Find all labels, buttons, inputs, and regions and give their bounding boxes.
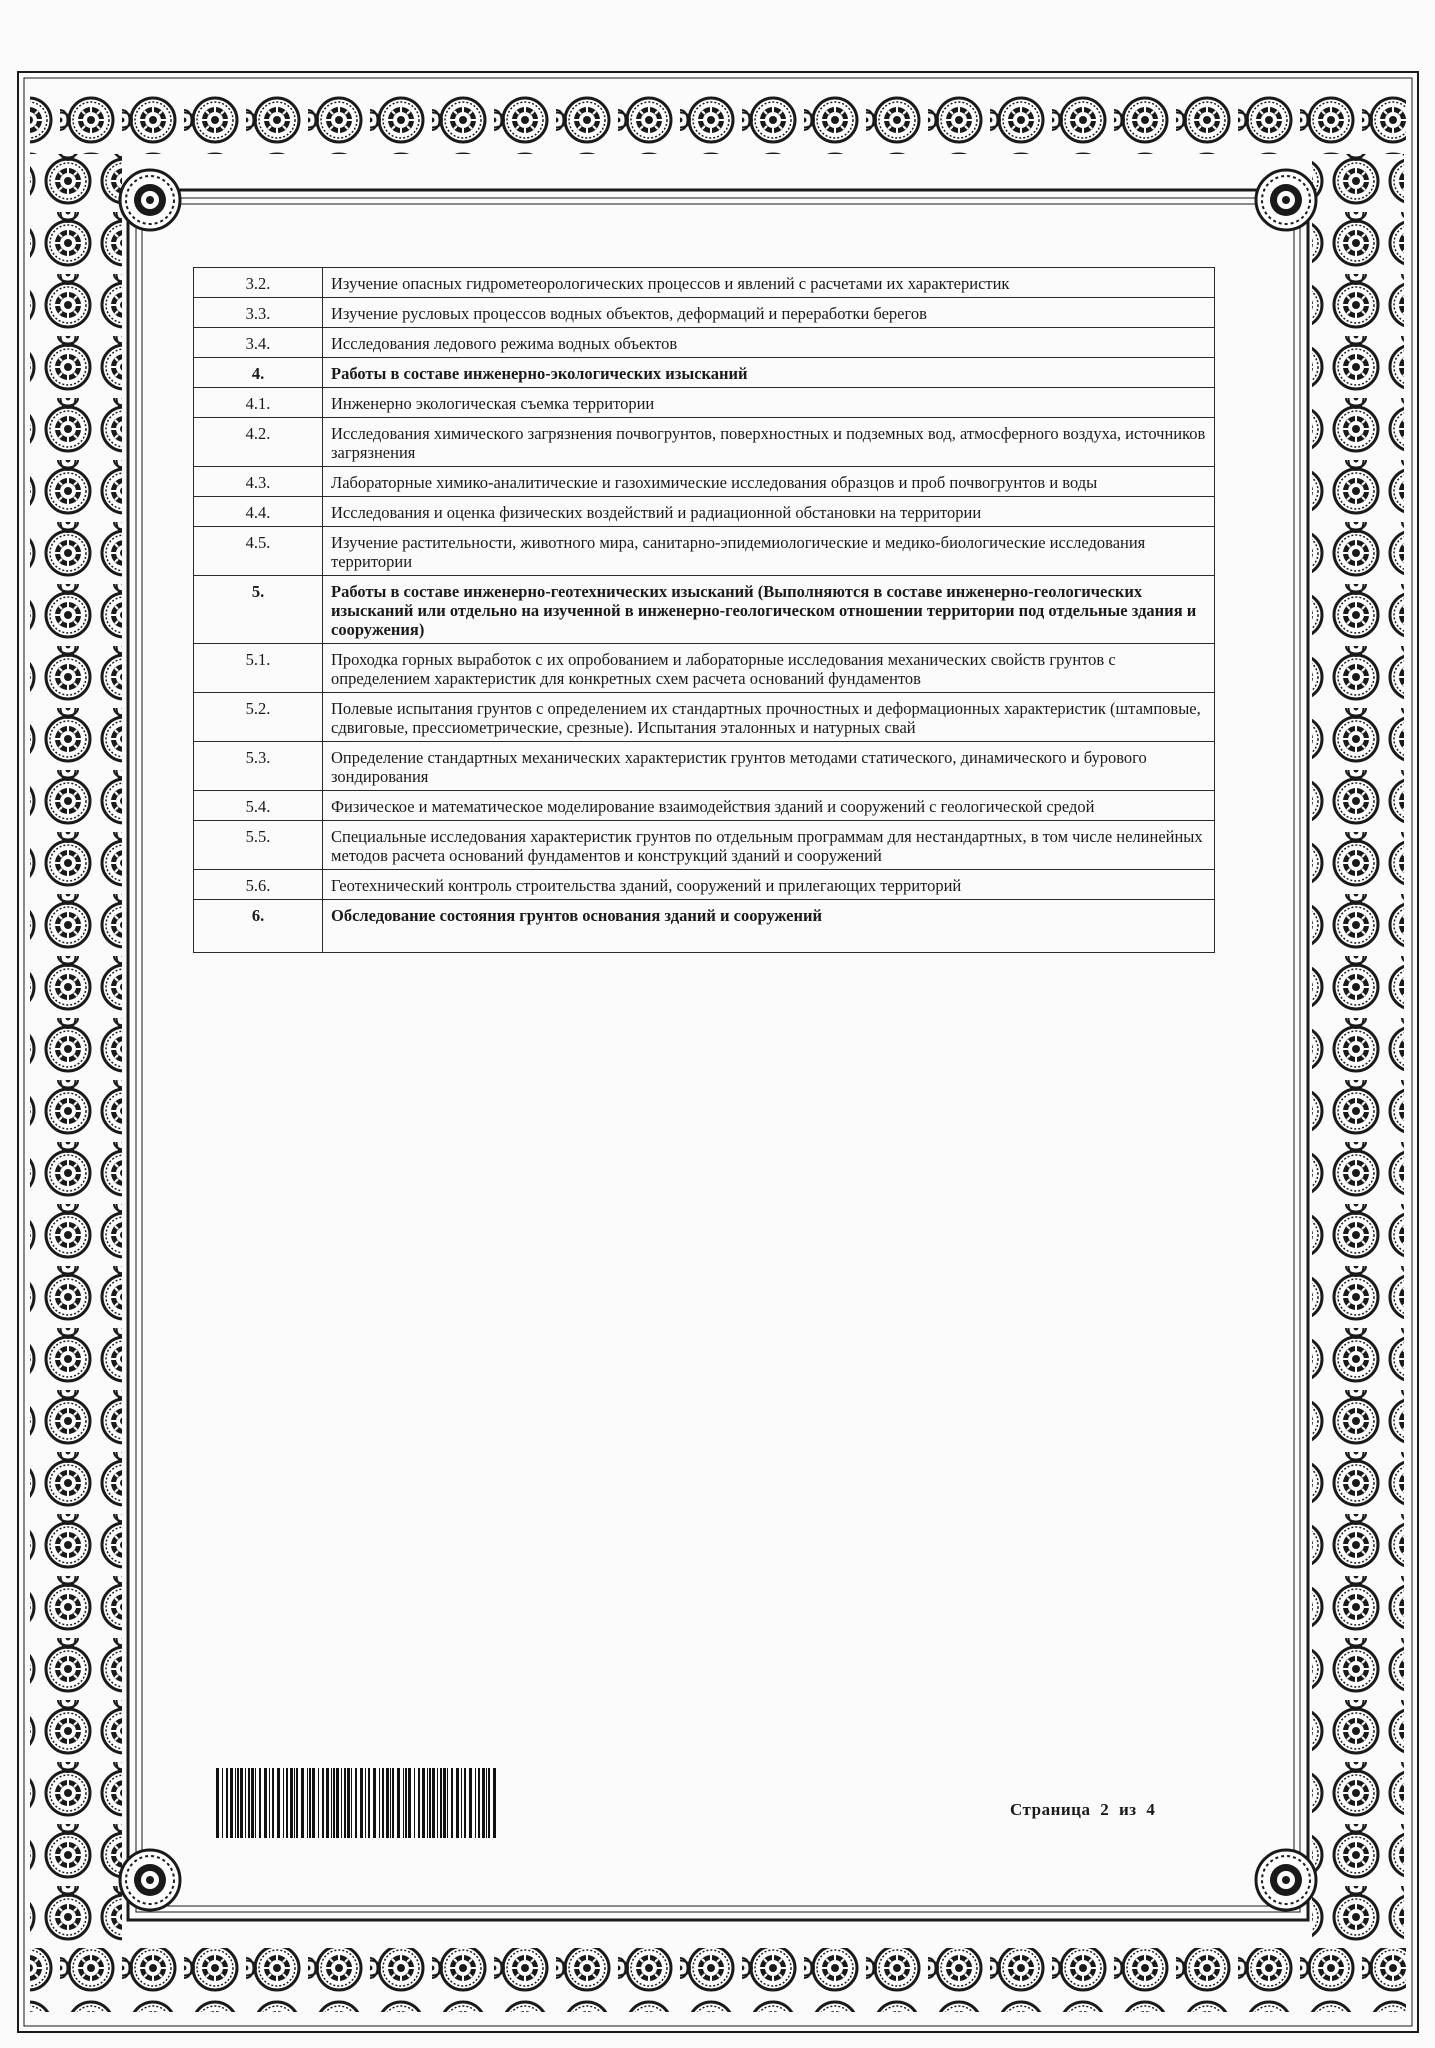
barcode-bar bbox=[272, 1768, 274, 1838]
barcode-bar bbox=[360, 1768, 363, 1838]
barcode-bar bbox=[277, 1768, 280, 1838]
row-description: Полевые испытания грунтов с определением их стандартных прочностных и деформационных характеристик (штамповые, сдвиговые, прессиометрические, срезные). Испытания эталонных и натурных свай bbox=[323, 693, 1215, 742]
row-number: 5.1. bbox=[194, 644, 323, 693]
barcode-bar bbox=[437, 1768, 438, 1838]
page-label: Страница bbox=[1010, 1800, 1091, 1819]
barcode-bar bbox=[351, 1768, 352, 1838]
barcode-bar bbox=[216, 1768, 219, 1838]
row-description: Обследование состояния грунтов основания зданий и сооружений bbox=[323, 900, 1215, 953]
barcode-bar bbox=[312, 1768, 315, 1838]
table-row bbox=[194, 576, 1215, 644]
row-description: Изучение русловых процессов водных объектов, деформаций и переработки берегов bbox=[323, 298, 1215, 328]
table-row bbox=[194, 497, 1215, 527]
barcode-bar bbox=[397, 1768, 400, 1838]
barcode-bar bbox=[447, 1768, 448, 1838]
page-counter bbox=[1010, 1800, 1160, 1820]
table-row bbox=[194, 358, 1215, 388]
barcode-bar bbox=[386, 1768, 389, 1838]
row-number: 5.3. bbox=[194, 742, 323, 791]
barcode-bar bbox=[427, 1768, 428, 1838]
row-number: 5.6. bbox=[194, 870, 323, 900]
barcode-icon bbox=[216, 1768, 496, 1838]
table-row bbox=[194, 791, 1215, 821]
barcode-bar bbox=[429, 1768, 431, 1838]
barcode-bar bbox=[403, 1768, 404, 1838]
barcode-bar bbox=[259, 1768, 261, 1838]
barcode-bar bbox=[331, 1768, 332, 1838]
barcode-bar bbox=[390, 1768, 391, 1838]
row-number: 3.4. bbox=[194, 328, 323, 358]
barcode-bar bbox=[248, 1768, 250, 1838]
barcode-bar bbox=[341, 1768, 342, 1838]
row-description: Исследования ледового режима водных объектов bbox=[323, 328, 1215, 358]
table-row bbox=[194, 527, 1215, 576]
barcode-bar bbox=[264, 1768, 267, 1838]
barcode-bar bbox=[493, 1768, 496, 1838]
row-description: Изучение растительности, животного мира, санитарно-эпидемиологические и медико-биологические исследования территории bbox=[323, 527, 1215, 576]
table-row bbox=[194, 693, 1215, 742]
table-row bbox=[194, 900, 1215, 953]
barcode-bar bbox=[344, 1768, 346, 1838]
barcode-bar bbox=[440, 1768, 442, 1838]
barcode-bar bbox=[475, 1768, 476, 1838]
row-description: Физическое и математическое моделирование взаимодействия зданий и сооружений с геологической средой bbox=[323, 791, 1215, 821]
row-description: Определение стандартных механических характеристик грунтов методами статического, динамического и бурового зондирования bbox=[323, 742, 1215, 791]
barcode-bar bbox=[255, 1768, 256, 1838]
row-number: 4.1. bbox=[194, 388, 323, 418]
barcode-bar bbox=[347, 1768, 350, 1838]
barcode-bar bbox=[245, 1768, 246, 1838]
row-description: Исследования и оценка физических воздействий и радиационной обстановки на территории bbox=[323, 497, 1215, 527]
barcode-bar bbox=[307, 1768, 308, 1838]
row-number: 5.4. bbox=[194, 791, 323, 821]
table-row bbox=[194, 467, 1215, 497]
barcode-bar bbox=[240, 1768, 243, 1838]
row-description: Инженерно экологическая съемка территории bbox=[323, 388, 1215, 418]
barcode-bar bbox=[283, 1768, 284, 1838]
row-description: Геотехнический контроль строительства зданий, сооружений и прилегающих территорий bbox=[323, 870, 1215, 900]
barcode-bar bbox=[237, 1768, 239, 1838]
barcode-bar bbox=[355, 1768, 357, 1838]
row-number: 3.2. bbox=[194, 268, 323, 298]
barcode-bar bbox=[392, 1768, 394, 1838]
barcode-bar bbox=[405, 1768, 407, 1838]
row-number: 5.2. bbox=[194, 693, 323, 742]
barcode-bar bbox=[251, 1768, 254, 1838]
barcode-bar bbox=[368, 1768, 370, 1838]
barcode-bar bbox=[336, 1768, 339, 1838]
barcode-bar bbox=[222, 1768, 223, 1838]
barcode-bar bbox=[451, 1768, 453, 1838]
barcode-bar bbox=[230, 1768, 233, 1838]
page-total: 4 bbox=[1146, 1800, 1156, 1819]
barcode-bar bbox=[365, 1768, 366, 1838]
barcode-bar bbox=[482, 1768, 485, 1838]
barcode-bar bbox=[478, 1768, 480, 1838]
table-row bbox=[194, 298, 1215, 328]
row-description: Специальные исследования характеристик грунтов по отдельным программам для нестандартных, в том числе нелинейных методов расчета оснований фундаментов и конструкций зданий и сооружений bbox=[323, 821, 1215, 870]
barcode-bar bbox=[269, 1768, 270, 1838]
table-row bbox=[194, 644, 1215, 693]
barcode-bar bbox=[408, 1768, 411, 1838]
barcode-bar bbox=[432, 1768, 435, 1838]
barcode-bar bbox=[379, 1768, 380, 1838]
row-description: Работы в составе инженерно-геотехнических изысканий (Выполняются в составе инженерно-геологических изысканий или отдельно на изученной в инженерно-геологическом отношении территории под отдельные здания и сооружения) bbox=[323, 576, 1215, 644]
barcode-bar bbox=[294, 1768, 295, 1838]
row-description: Проходка горных выработок с их опробованием и лабораторные исследования механических свойств грунтов с определением характеристик для конкретных схем расчета оснований фундаментов bbox=[323, 644, 1215, 693]
table-row bbox=[194, 388, 1215, 418]
barcode-bar bbox=[333, 1768, 335, 1838]
barcode-bar bbox=[235, 1768, 236, 1838]
row-number: 4.5. bbox=[194, 527, 323, 576]
barcode-bar bbox=[382, 1768, 384, 1838]
barcode-bar bbox=[318, 1768, 319, 1838]
barcode-bar bbox=[418, 1768, 420, 1838]
table-row bbox=[194, 742, 1215, 791]
barcode-bar bbox=[488, 1768, 490, 1838]
row-number: 4.3. bbox=[194, 467, 323, 497]
row-number: 5.5. bbox=[194, 821, 323, 870]
barcode-bar bbox=[322, 1768, 324, 1838]
barcode-bar bbox=[456, 1768, 459, 1838]
row-number: 4.2. bbox=[194, 418, 323, 467]
table-row bbox=[194, 268, 1215, 298]
table-row bbox=[194, 418, 1215, 467]
row-number: 5. bbox=[194, 576, 323, 644]
page-of-label: из bbox=[1118, 1800, 1137, 1819]
barcode-bar bbox=[373, 1768, 376, 1838]
barcode-bar bbox=[443, 1768, 446, 1838]
row-description: Изучение опасных гидрометеорологических процессов и явлений с расчетами их характеристик bbox=[323, 268, 1215, 298]
barcode-bar bbox=[422, 1768, 425, 1838]
row-number: 6. bbox=[194, 900, 323, 953]
barcode-bar bbox=[286, 1768, 288, 1838]
table-row bbox=[194, 328, 1215, 358]
row-description: Исследования химического загрязнения почвогрунтов, поверхностных и подземных вод, атмосферного воздуха, источников загрязнения bbox=[323, 418, 1215, 467]
barcode-bar bbox=[414, 1768, 415, 1838]
row-description: Лабораторные химико-аналитические и газохимические исследования образцов и проб почвогрунтов и воды bbox=[323, 467, 1215, 497]
barcode-bar bbox=[296, 1768, 298, 1838]
barcode-bar bbox=[309, 1768, 311, 1838]
barcode-bar bbox=[486, 1768, 487, 1838]
row-number: 4.4. bbox=[194, 497, 323, 527]
row-number: 3.3. bbox=[194, 298, 323, 328]
barcode-bar bbox=[301, 1768, 304, 1838]
table-row bbox=[194, 821, 1215, 870]
row-number: 4. bbox=[194, 358, 323, 388]
barcode-bar bbox=[290, 1768, 293, 1838]
barcode-bar bbox=[461, 1768, 462, 1838]
works-table bbox=[193, 267, 1215, 953]
page-number: 2 bbox=[1100, 1800, 1110, 1819]
table-row bbox=[194, 870, 1215, 900]
barcode-bar bbox=[469, 1768, 472, 1838]
barcode-bar bbox=[464, 1768, 466, 1838]
row-description: Работы в составе инженерно-экологических изысканий bbox=[323, 358, 1215, 388]
barcode-bar bbox=[226, 1768, 228, 1838]
barcode-bar bbox=[326, 1768, 329, 1838]
